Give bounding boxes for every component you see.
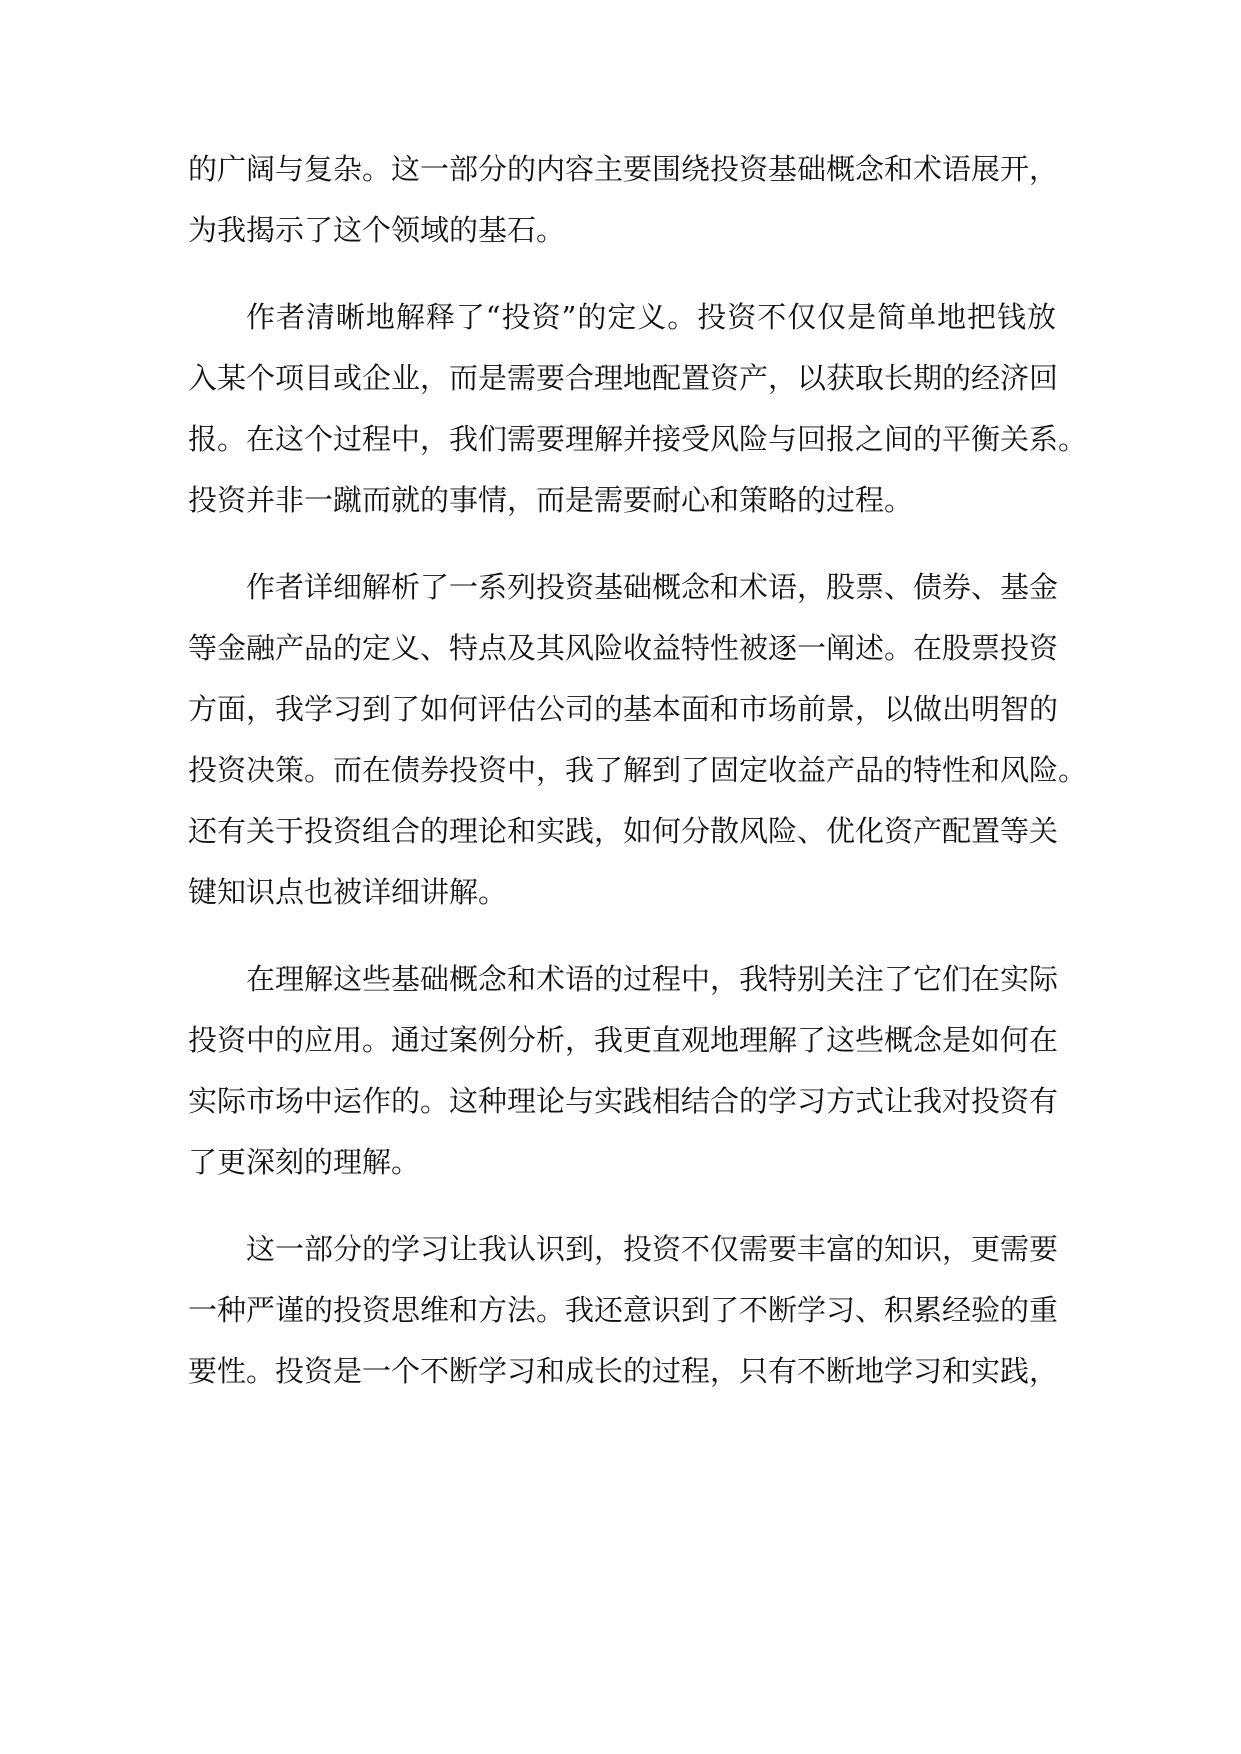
text-line: 作者详细解析了一系列投资基础概念和术语，股票、债券、基金 xyxy=(246,570,1059,604)
paragraph-3 xyxy=(188,557,1088,923)
text-line: 的广阔与复杂。这一部分的内容主要围绕投资基础概念和术语展开， xyxy=(188,152,1059,186)
text-line: 等金融产品的定义、特点及其风险收益特性被逐一阐述。在股票投资 xyxy=(188,631,1059,665)
paragraph-1 xyxy=(188,139,1059,261)
text-line: 在理解这些基础概念和术语的过程中，我特别关注了它们在实际 xyxy=(246,962,1059,996)
text-line: 了更深刻的理解。 xyxy=(188,1145,421,1179)
text-line: 实际市场中运作的。这种理论与实践相结合的学习方式让我对投资有 xyxy=(188,1084,1059,1118)
text-line: 方面，我学习到了如何评估公司的基本面和市场前景，以做出明智的 xyxy=(188,692,1059,726)
text-line: 投资中的应用。通过案例分析，我更直观地理解了这些概念是如何在 xyxy=(188,1023,1059,1057)
body-text xyxy=(188,139,1088,1402)
text-line: 还有关于投资组合的理论和实践，如何分散风险、优化资产配置等关 xyxy=(188,814,1059,848)
paragraph-gap xyxy=(188,923,1056,949)
text-line: 报。在这个过程中，我们需要理解并接受风险与回报之间的平衡关系。 xyxy=(188,422,1088,456)
text-line: 要性。投资是一个不断学习和成长的过程，只有不断地学习和实践， xyxy=(188,1354,1059,1388)
paragraph-gap xyxy=(188,531,1056,557)
text-line: 作者清晰地解释了“投资”的定义。投资不仅仅是简单地把钱放 xyxy=(246,300,1056,334)
text-line: 键知识点也被详细讲解。 xyxy=(188,875,508,909)
paragraph-4 xyxy=(188,949,1059,1193)
text-line: 投资并非一蹴而就的事情，而是需要耐心和策略的过程。 xyxy=(188,483,914,517)
text-line: 入某个项目或企业，而是需要合理地配置资产，以获取长期的经济回 xyxy=(188,361,1059,395)
paragraph-gap xyxy=(188,1193,1056,1219)
text-line: 投资决策。而在债券投资中，我了解到了固定收益产品的特性和风险。 xyxy=(188,753,1088,787)
paragraph-gap xyxy=(188,261,1056,287)
text-line: 为我揭示了这个领域的基石。 xyxy=(188,213,566,247)
text-line: 这一部分的学习让我认识到，投资不仅需要丰富的知识，更需要 xyxy=(246,1232,1059,1266)
paragraph-5 xyxy=(188,1219,1059,1402)
text-line: 一种严谨的投资思维和方法。我还意识到了不断学习、积累经验的重 xyxy=(188,1293,1059,1327)
paragraph-2 xyxy=(188,287,1088,531)
